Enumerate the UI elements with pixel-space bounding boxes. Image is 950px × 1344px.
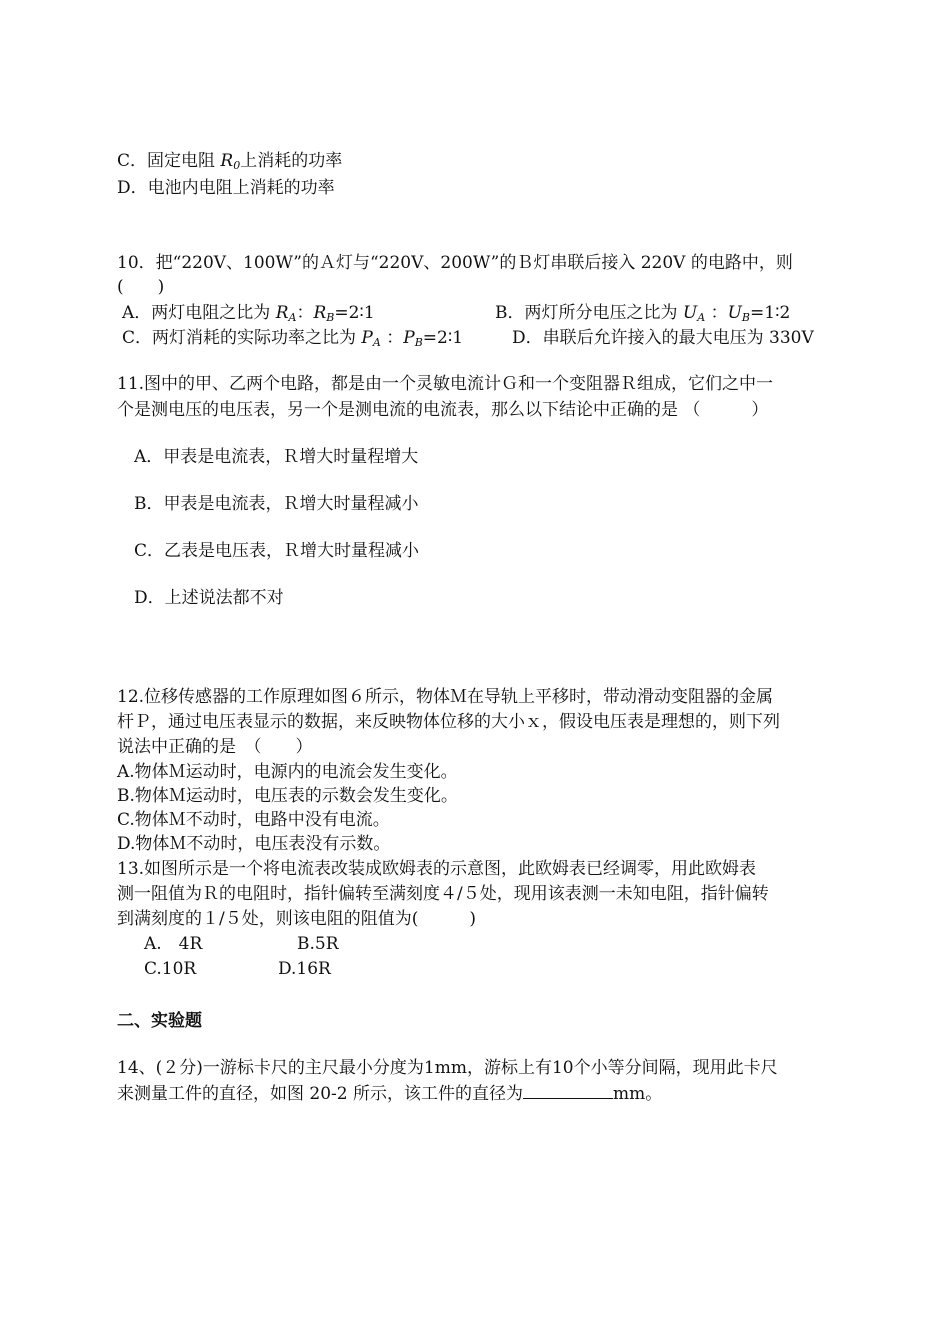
section-heading: 二、实验题 bbox=[117, 1011, 202, 1031]
answer-blank bbox=[523, 1082, 613, 1099]
q10-option-d: D．串联后允许接入的最大电压为 330V bbox=[512, 328, 814, 348]
q12-option-a: A.物体Ｍ运动时，电源内的电流会发生变化。 bbox=[117, 762, 458, 782]
q10-option-b: B．两灯所分电压之比为 UA ：UB=1∶2 bbox=[495, 303, 791, 324]
q11-option-d: D．上述说法都不对 bbox=[134, 588, 284, 608]
q10-stem-line1: 10．把“220V、100W”的Ａ灯与“220V、200W”的Ｂ灯串联后接入 220V 的电路中，则 bbox=[117, 253, 793, 273]
q11-option-a: A．甲表是电流表，Ｒ增大时量程增大 bbox=[134, 447, 419, 467]
q12-option-b: B.物体Ｍ运动时，电压表的示数会发生变化。 bbox=[117, 786, 458, 806]
q12-stem-line1: 12.位移传感器的工作原理如图６所示，物体Ｍ在导轨上平移时，带动滑动变阻器的金属 bbox=[117, 687, 774, 707]
q10-stem-line2: ( ) bbox=[117, 277, 165, 297]
q12-option-d: D.物体Ｍ不动时，电压表没有示数。 bbox=[117, 834, 391, 854]
q14-stem-line2: 来测量工件的直径，如图 20-2 所示，该工件的直径为 mm。 bbox=[117, 1084, 663, 1104]
q13-stem-line3: 到满刻度的１/５处，则该电阻的阻值为( ) bbox=[117, 909, 476, 929]
q11-stem-line1: 11.图中的甲、乙两个电路，都是由一个灵敏电流计Ｇ和一个变阻器Ｒ组成，它们之中一 bbox=[117, 374, 774, 394]
q11-option-c: C．乙表是电压表，Ｒ增大时量程减小 bbox=[134, 541, 420, 561]
q13-stem-line1: 13.如图所示是一个将电流表改装成欧姆表的示意图，此欧姆表已经调零，用此欧姆表 bbox=[117, 859, 757, 879]
q13-option-b: B.5R bbox=[297, 934, 339, 954]
q12-stem-line3: 说法中正确的是 （ ） bbox=[117, 737, 313, 757]
q12-option-c: C.物体Ｍ不动时，电路中没有电流。 bbox=[117, 810, 390, 830]
q13-option-c: C.10R bbox=[144, 959, 197, 979]
q12-stem-line2: 杆Ｐ，通过电压表显示的数据，来反映物体位移的大小ｘ，假设电压表是理想的，则下列 bbox=[117, 712, 780, 732]
q13-stem-line2: 测一阻值为Ｒ的电阻时，指针偏转至满刻度４/５处，现用该表测一未知电阻，指针偏转 bbox=[117, 884, 769, 904]
q9-option-c: C．固定电阻 R0上消耗的功率 bbox=[117, 151, 343, 172]
q13-option-d: D.16R bbox=[278, 959, 331, 979]
q11-stem-line2: 个是测电压的电压表，另一个是测电流的电流表，那么以下结论中正确的是 （ ） bbox=[117, 400, 769, 420]
q11-option-b: B．甲表是电流表，Ｒ增大时量程减小 bbox=[134, 494, 419, 514]
q14-stem-line1: 14、(２分)一游标卡尺的主尺最小分度为1mm，游标上有10个小等分间隔，现用此卡尺 bbox=[117, 1058, 778, 1078]
q10-option-a: A．两灯电阻之比为 RA：RB=2∶1 bbox=[122, 303, 375, 324]
q9-option-d: D．电池内电阻上消耗的功率 bbox=[117, 178, 335, 198]
q13-option-a: A. 4R bbox=[144, 934, 203, 954]
q10-option-c: C．两灯消耗的实际功率之比为 PA ：PB=2∶1 bbox=[122, 328, 464, 349]
